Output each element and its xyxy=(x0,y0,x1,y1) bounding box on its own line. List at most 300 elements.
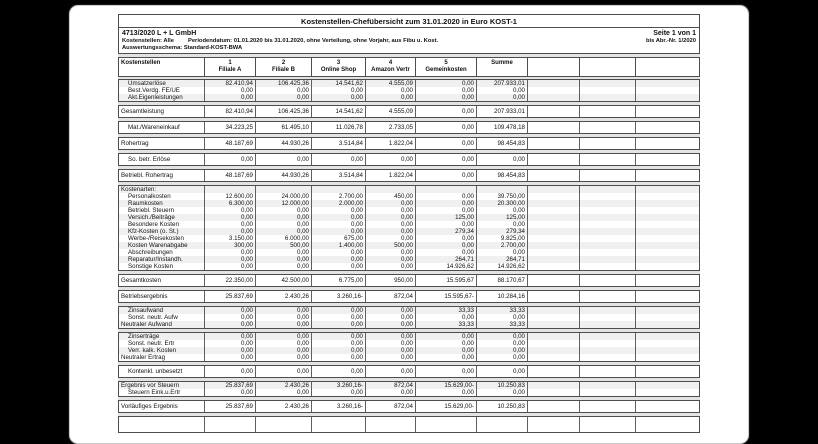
empty-cell xyxy=(528,275,580,286)
empty-cell xyxy=(528,94,580,101)
row-label: Vorläufiges Ergebnis xyxy=(119,401,205,412)
table-row xyxy=(119,94,699,101)
value-cell: 6.000,00 xyxy=(256,235,312,242)
value-cell: 0,00 xyxy=(416,235,477,242)
value-cell: 500,00 xyxy=(256,242,312,249)
report-title: Kostenstellen-Chefübersicht zum 31.01.2020 in Euro KOST-1 xyxy=(118,14,700,28)
table-row xyxy=(119,382,699,389)
empty-cell xyxy=(528,193,580,200)
value-cell: 0,00 xyxy=(366,87,416,94)
row-label: Zinsaufwand xyxy=(119,307,205,314)
value-cell: 0,00 xyxy=(366,263,416,270)
empty-cell xyxy=(528,263,580,270)
value-cell: 0,00 xyxy=(312,256,366,263)
value-cell: 1.400,00 xyxy=(312,242,366,249)
row-label: Best.Verdg. FE/UE xyxy=(119,87,205,94)
empty-cell xyxy=(580,87,636,94)
value-cell: 0,00 xyxy=(416,170,477,181)
empty-cell xyxy=(636,122,699,133)
empty-cell xyxy=(528,214,580,221)
value-cell: 0,00 xyxy=(366,235,416,242)
value-cell xyxy=(366,186,416,193)
value-cell: 207.933,01 xyxy=(477,106,528,117)
column-header xyxy=(256,58,312,76)
row-label: Betriebsergebnis xyxy=(119,291,205,302)
value-cell xyxy=(256,186,312,193)
value-cell: 2.700,00 xyxy=(477,242,528,249)
empty-cell xyxy=(528,207,580,214)
table-row xyxy=(119,354,699,361)
table-row xyxy=(119,242,699,249)
value-cell: 82.410,94 xyxy=(205,80,256,87)
value-cell: 0,00 xyxy=(366,214,416,221)
table-row xyxy=(119,366,699,377)
column-header-line2: Online Shop xyxy=(320,66,357,73)
value-cell: 0,00 xyxy=(312,154,366,165)
value-cell: 2.700,00 xyxy=(312,193,366,200)
value-cell: 0,00 xyxy=(366,333,416,340)
empty-cell xyxy=(580,314,636,321)
empty-cell xyxy=(636,138,699,149)
table-row xyxy=(119,228,699,235)
value-cell: 0,00 xyxy=(205,333,256,340)
value-cell: 0,00 xyxy=(312,307,366,314)
column-header-line2: Filiale B xyxy=(271,66,295,73)
value-cell: 0,00 xyxy=(256,354,312,361)
value-cell xyxy=(256,417,312,432)
value-cell: 3.260,16- xyxy=(312,382,366,389)
value-cell: 15.629,00- xyxy=(416,382,477,389)
value-cell: 88.170,67 xyxy=(477,275,528,286)
row-label: Kosten Warenabgabe xyxy=(119,242,205,249)
empty-cell xyxy=(528,221,580,228)
empty-cell xyxy=(580,333,636,340)
value-cell xyxy=(416,417,477,432)
value-cell: 0,00 xyxy=(256,256,312,263)
value-cell: 0,00 xyxy=(366,200,416,207)
value-cell: 106.425,36 xyxy=(256,80,312,87)
table-row xyxy=(119,207,699,214)
table-row xyxy=(119,200,699,207)
empty-cell xyxy=(580,263,636,270)
empty-cell xyxy=(636,366,699,377)
empty-cell xyxy=(528,235,580,242)
value-cell: 0,00 xyxy=(205,321,256,328)
empty-cell xyxy=(528,417,580,432)
empty-cell xyxy=(636,382,699,389)
empty-cell xyxy=(636,417,699,432)
value-cell: 0,00 xyxy=(416,138,477,149)
column-header xyxy=(636,58,699,76)
empty-cell xyxy=(580,221,636,228)
table-row xyxy=(119,389,699,396)
table-group xyxy=(118,79,700,102)
value-cell: 3.514,84 xyxy=(312,170,366,181)
row-label: Sonstige Kosten xyxy=(119,263,205,270)
value-cell xyxy=(312,186,366,193)
table-group xyxy=(118,121,700,134)
value-cell: 0,00 xyxy=(205,94,256,101)
value-cell: 0,00 xyxy=(416,122,477,133)
value-cell: 207.933,01 xyxy=(477,80,528,87)
table-row xyxy=(119,275,699,286)
empty-cell xyxy=(580,340,636,347)
empty-cell xyxy=(636,333,699,340)
value-cell: 3.514,84 xyxy=(312,138,366,149)
value-cell: 0,00 xyxy=(205,214,256,221)
value-cell: 15.595,67 xyxy=(416,275,477,286)
value-cell: 0,00 xyxy=(256,333,312,340)
report-info-right xyxy=(646,30,696,51)
empty-cell xyxy=(528,321,580,328)
empty-cell xyxy=(580,214,636,221)
empty-cell xyxy=(636,214,699,221)
value-cell: 0,00 xyxy=(477,389,528,396)
empty-cell xyxy=(580,256,636,263)
empty-cell xyxy=(580,242,636,249)
value-cell: 0,00 xyxy=(312,340,366,347)
table-row xyxy=(119,214,699,221)
cost-centers-scope: Kostenstellen: Alle xyxy=(122,38,174,44)
value-cell: 0,00 xyxy=(256,340,312,347)
value-cell: 25.837,69 xyxy=(205,382,256,389)
value-cell: 2.430,26 xyxy=(256,291,312,302)
value-cell: 0,00 xyxy=(205,307,256,314)
value-cell: 0,00 xyxy=(205,347,256,354)
empty-cell xyxy=(580,235,636,242)
value-cell: 10.250,83 xyxy=(477,382,528,389)
value-cell: 0,00 xyxy=(312,207,366,214)
value-cell: 0,00 xyxy=(312,87,366,94)
column-header xyxy=(366,58,416,76)
table-row xyxy=(119,80,699,87)
report-info-box xyxy=(118,28,700,54)
value-cell: 39.750,00 xyxy=(477,193,528,200)
empty-cell xyxy=(580,170,636,181)
row-label: Raumkosten xyxy=(119,200,205,207)
row-label: Gesamtkosten xyxy=(119,275,205,286)
empty-cell xyxy=(580,417,636,432)
abr-number: bis Abr.-Nr. 1/2020 xyxy=(645,38,696,44)
value-cell: 1.822,04 xyxy=(366,138,416,149)
value-cell: 872,04 xyxy=(366,291,416,302)
empty-cell xyxy=(528,138,580,149)
value-cell: 14.541,62 xyxy=(312,106,366,117)
table-row xyxy=(119,321,699,328)
empty-cell xyxy=(580,307,636,314)
value-cell: 0,00 xyxy=(366,221,416,228)
table-group xyxy=(118,416,700,433)
value-cell: 0,00 xyxy=(205,207,256,214)
value-cell xyxy=(205,417,256,432)
value-cell: 0,00 xyxy=(416,200,477,207)
value-cell: 0,00 xyxy=(256,314,312,321)
value-cell: 872,04 xyxy=(366,382,416,389)
row-label: Betriebl. Steuern xyxy=(119,207,205,214)
empty-cell xyxy=(580,200,636,207)
value-cell: 98.454,83 xyxy=(477,138,528,149)
value-cell: 0,00 xyxy=(416,221,477,228)
column-header-line1: 3 xyxy=(336,59,341,66)
value-cell: 125,00 xyxy=(477,214,528,221)
empty-cell xyxy=(636,154,699,165)
empty-cell xyxy=(528,314,580,321)
empty-cell xyxy=(528,249,580,256)
value-cell: 0,00 xyxy=(312,228,366,235)
value-cell: 0,00 xyxy=(205,256,256,263)
empty-cell xyxy=(636,80,699,87)
value-cell: 0,00 xyxy=(366,354,416,361)
empty-cell xyxy=(636,186,699,193)
value-cell: 0,00 xyxy=(205,249,256,256)
value-cell: 22.350,00 xyxy=(205,275,256,286)
value-cell: 0,00 xyxy=(416,340,477,347)
empty-cell xyxy=(528,382,580,389)
table-row xyxy=(119,347,699,354)
empty-cell xyxy=(528,242,580,249)
value-cell: 0,00 xyxy=(416,207,477,214)
value-cell: 0,00 xyxy=(205,366,256,377)
empty-cell xyxy=(636,94,699,101)
table-row xyxy=(119,235,699,242)
table-group xyxy=(118,105,700,118)
value-cell xyxy=(477,417,528,432)
value-cell: 25.837,69 xyxy=(205,291,256,302)
value-cell: 24.000,00 xyxy=(256,193,312,200)
value-cell: 0,00 xyxy=(312,354,366,361)
row-label: Sonst. neutr. Ertr xyxy=(119,340,205,347)
value-cell: 2.733,05 xyxy=(366,122,416,133)
value-cell: 0,00 xyxy=(416,80,477,87)
value-cell: 9.825,00 xyxy=(477,235,528,242)
value-cell: 0,00 xyxy=(366,366,416,377)
value-cell: 0,00 xyxy=(312,347,366,354)
row-label: Versich./Beiträge xyxy=(119,214,205,221)
value-cell: 675,00 xyxy=(312,235,366,242)
row-label: Rohertrag xyxy=(119,138,205,149)
value-cell: 82.410,94 xyxy=(205,106,256,117)
column-header-line2: Gemeinkosten xyxy=(425,66,467,73)
value-cell xyxy=(366,417,416,432)
table-group xyxy=(118,400,700,413)
empty-cell xyxy=(528,154,580,165)
value-cell: 500,00 xyxy=(366,242,416,249)
value-cell: 44.930,26 xyxy=(256,170,312,181)
column-header xyxy=(416,58,477,76)
row-label: Akt.Eigenleistungen xyxy=(119,94,205,101)
empty-cell xyxy=(636,275,699,286)
empty-cell xyxy=(528,354,580,361)
column-header xyxy=(119,58,205,76)
row-label: Steuern Eink.u.Ertr xyxy=(119,389,205,396)
value-cell: 0,00 xyxy=(477,94,528,101)
value-cell: 0,00 xyxy=(256,228,312,235)
value-cell: 1.822,04 xyxy=(366,170,416,181)
value-cell: 0,00 xyxy=(477,354,528,361)
empty-cell xyxy=(528,186,580,193)
value-cell: 42.500,00 xyxy=(256,275,312,286)
value-cell: 0,00 xyxy=(312,214,366,221)
column-header-line1: Kostenstellen xyxy=(121,59,161,66)
value-cell: 25.837,69 xyxy=(205,401,256,412)
table-row xyxy=(119,154,699,165)
value-cell: 0,00 xyxy=(366,207,416,214)
value-cell: 33,33 xyxy=(416,307,477,314)
row-label: Kfz-Kosten (o. St.) xyxy=(119,228,205,235)
empty-cell xyxy=(636,106,699,117)
value-cell: 0,00 xyxy=(416,333,477,340)
empty-cell xyxy=(528,340,580,347)
value-cell: 0,00 xyxy=(312,249,366,256)
empty-cell xyxy=(636,354,699,361)
row-label: Zinserträge xyxy=(119,333,205,340)
value-cell: 11.026,78 xyxy=(312,122,366,133)
value-cell: 12.000,00 xyxy=(256,200,312,207)
value-cell: 0,00 xyxy=(256,154,312,165)
value-cell: 0,00 xyxy=(312,221,366,228)
value-cell: 0,00 xyxy=(477,314,528,321)
row-label: Besondere Kosten xyxy=(119,221,205,228)
value-cell: 0,00 xyxy=(416,106,477,117)
table-row xyxy=(119,249,699,256)
value-cell: 0,00 xyxy=(366,154,416,165)
empty-cell xyxy=(636,249,699,256)
value-cell: 0,00 xyxy=(366,321,416,328)
row-label: Abschreibungen xyxy=(119,249,205,256)
value-cell: 0,00 xyxy=(256,221,312,228)
value-cell: 0,00 xyxy=(366,314,416,321)
empty-cell xyxy=(528,291,580,302)
empty-cell xyxy=(528,256,580,263)
column-header-line1: Summe xyxy=(491,59,513,66)
table-row xyxy=(119,417,699,432)
column-header-line1: 1 xyxy=(228,59,232,66)
value-cell: 0,00 xyxy=(256,87,312,94)
value-cell: 98.454,83 xyxy=(477,170,528,181)
value-cell: 950,00 xyxy=(366,275,416,286)
value-cell xyxy=(477,186,528,193)
empty-cell xyxy=(580,94,636,101)
empty-cell xyxy=(580,193,636,200)
row-label: Neutraler Ertrag xyxy=(119,354,205,361)
empty-cell xyxy=(636,207,699,214)
value-cell: 0,00 xyxy=(477,347,528,354)
value-cell: 0,00 xyxy=(256,249,312,256)
table-row xyxy=(119,340,699,347)
value-cell: 872,04 xyxy=(366,401,416,412)
row-label: Betriebl. Rohertrag xyxy=(119,170,205,181)
period-line xyxy=(122,38,438,45)
value-cell: 0,00 xyxy=(205,314,256,321)
page-number: Seite 1 von 1 xyxy=(653,30,696,37)
row-label xyxy=(119,417,205,432)
table-group xyxy=(118,169,700,182)
table-groups xyxy=(118,79,700,433)
empty-cell xyxy=(636,314,699,321)
value-cell: 0,00 xyxy=(477,333,528,340)
row-label: Ergebnis vor Steuern xyxy=(119,382,205,389)
value-cell: 0,00 xyxy=(312,333,366,340)
schema-line: Auswertungsschema: Standard-KOST-BWA xyxy=(122,44,243,51)
empty-cell xyxy=(636,200,699,207)
value-cell: 0,00 xyxy=(416,347,477,354)
empty-cell xyxy=(528,106,580,117)
value-cell: 0,00 xyxy=(477,207,528,214)
value-cell: 15.595,67- xyxy=(416,291,477,302)
empty-cell xyxy=(580,207,636,214)
row-label: Mat./Wareneinkauf xyxy=(119,122,205,133)
value-cell: 0,00 xyxy=(416,87,477,94)
empty-cell xyxy=(636,401,699,412)
value-cell: 0,00 xyxy=(312,94,366,101)
value-cell: 0,00 xyxy=(416,354,477,361)
row-label: Kostenarten: xyxy=(119,186,205,193)
value-cell: 0,00 xyxy=(205,228,256,235)
table-group xyxy=(118,381,700,397)
value-cell: 0,00 xyxy=(477,249,528,256)
value-cell: 0,00 xyxy=(205,389,256,396)
empty-cell xyxy=(580,154,636,165)
column-header-line1: 2 xyxy=(281,59,286,66)
empty-cell xyxy=(528,389,580,396)
value-cell: 0,00 xyxy=(416,366,477,377)
value-cell: 0,00 xyxy=(366,256,416,263)
empty-cell xyxy=(636,242,699,249)
report-info-left xyxy=(122,30,438,51)
value-cell: 33,33 xyxy=(477,321,528,328)
value-cell: 0,00 xyxy=(366,94,416,101)
value-cell: 0,00 xyxy=(366,389,416,396)
row-label: Neutraler Aufwand xyxy=(119,321,205,328)
table-row xyxy=(119,263,699,270)
table-group xyxy=(118,137,700,150)
column-header-line1: 5 xyxy=(444,59,448,66)
value-cell: 3.150,00 xyxy=(205,235,256,242)
value-cell: 14.926,62 xyxy=(477,263,528,270)
value-cell: 12.600,00 xyxy=(205,193,256,200)
value-cell: 10.284,16 xyxy=(477,291,528,302)
empty-cell xyxy=(528,200,580,207)
value-cell: 0,00 xyxy=(312,314,366,321)
value-cell: 0,00 xyxy=(205,340,256,347)
row-label: Sonst. neutr. Aufw xyxy=(119,314,205,321)
column-header xyxy=(528,58,580,76)
table-group xyxy=(118,153,700,166)
table-group xyxy=(118,332,700,362)
value-cell: 10.250,83 xyxy=(477,401,528,412)
empty-cell xyxy=(636,193,699,200)
value-cell: 2.000,00 xyxy=(312,200,366,207)
empty-cell xyxy=(636,87,699,94)
empty-cell xyxy=(636,340,699,347)
empty-cell xyxy=(580,401,636,412)
empty-cell xyxy=(580,291,636,302)
value-cell: 0,00 xyxy=(477,366,528,377)
row-label: Reparatur/Instandh. xyxy=(119,256,205,263)
value-cell: 2.430,26 xyxy=(256,401,312,412)
value-cell: 20.300,00 xyxy=(477,200,528,207)
empty-cell xyxy=(580,249,636,256)
value-cell: 300,00 xyxy=(205,242,256,249)
value-cell: 2.430,26 xyxy=(256,382,312,389)
value-cell: 0,00 xyxy=(416,242,477,249)
table-row xyxy=(119,87,699,94)
value-cell: 0,00 xyxy=(416,193,477,200)
empty-cell xyxy=(528,80,580,87)
value-cell: 0,00 xyxy=(366,249,416,256)
value-cell xyxy=(416,186,477,193)
value-cell: 0,00 xyxy=(416,94,477,101)
